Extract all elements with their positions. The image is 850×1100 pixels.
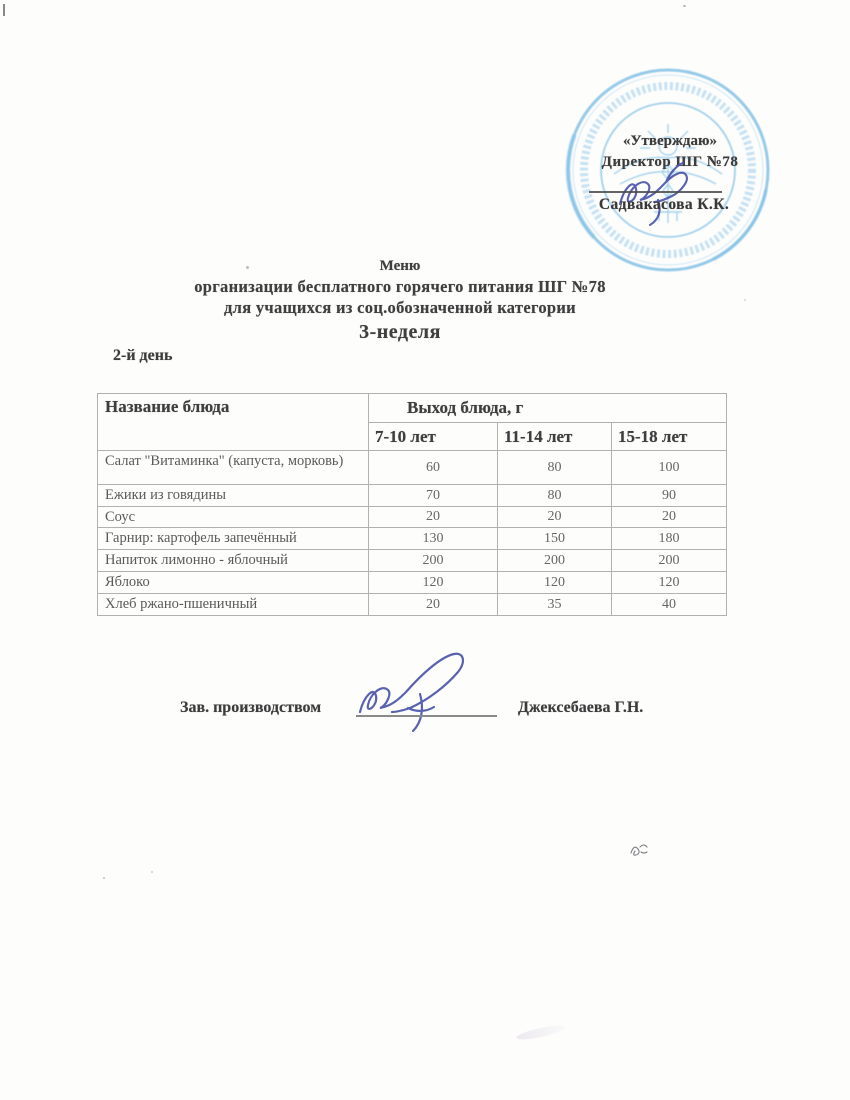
title-line-2: организации бесплатного горячего питания ШГ №78 [194,277,606,296]
scan-speck [683,5,686,7]
portion-value: 35 [498,594,612,616]
table-row [98,550,727,572]
portion-value: 80 [498,485,612,507]
portion-value: 20 [612,507,727,528]
portion-value: 20 [498,507,612,528]
dish-name: Яблоко [98,572,369,594]
manager-signature [342,650,512,735]
table-row [98,594,727,616]
age-group-header: 11-14 лет [498,423,612,451]
portion-value: 120 [498,572,612,594]
portion-value: 120 [612,572,727,594]
output-header: Выход блюда, г [369,394,727,423]
header-row-1 [98,394,727,423]
day-label: 2-й день [113,347,173,364]
portion-value: 200 [612,550,727,572]
portion-value: 180 [612,528,727,550]
portion-value: 150 [498,528,612,550]
dish-name: Напиток лимонно - яблочный [98,550,369,572]
dish-name: Ежики из говядины [98,485,369,507]
portion-value: 100 [612,451,727,485]
dish-name: Соус [98,507,369,528]
dish-name: Салат "Витаминка" (капуста, морковь) [98,451,369,485]
scan-speck [246,266,249,269]
week-title: 3-неделя [359,321,441,343]
scan-speck [744,299,746,301]
portion-value: 90 [612,485,727,507]
dish-name: Гарнир: картофель запечённый [98,528,369,550]
portion-value: 200 [498,550,612,572]
scan-speck [103,877,105,879]
table-row [98,528,727,550]
scan-scribble [628,840,650,858]
portion-value: 120 [369,572,498,594]
seal-signature-line [589,191,722,193]
scan-speck [151,871,153,873]
scan-mark [3,4,5,16]
portion-value: 40 [612,594,727,616]
portion-value: 200 [369,550,498,572]
table-row [98,572,727,594]
title-menu: Меню [379,258,421,274]
title-line-3: для учащихся из соц.обозначенной категории [224,298,576,317]
portion-value: 60 [369,451,498,485]
production-manager-label: Зав. производством [180,699,322,716]
table-row [98,451,727,485]
signature-line [356,715,497,717]
director-name: Садвакасова К.К. [598,196,730,213]
portion-value: 70 [369,485,498,507]
age-group-header: 7-10 лет [369,423,498,451]
director-title: Директор ШГ №78 [601,154,739,170]
portion-value: 20 [369,507,498,528]
scan-smudge [516,1023,567,1042]
dish-name-header: Название блюда [98,394,369,451]
table-row [98,485,727,507]
table-row [98,507,727,528]
manager-name: Джексебаева Г.Н. [518,699,644,716]
portion-value: 80 [498,451,612,485]
dish-name: Хлеб ржано-пшеничный [98,594,369,616]
menu-table [97,393,727,616]
approve-quote: «Утверждаю» [623,133,717,149]
age-group-header: 15-18 лет [612,423,727,451]
portion-value: 20 [369,594,498,616]
document-title-block [0,257,800,345]
portion-value: 130 [369,528,498,550]
